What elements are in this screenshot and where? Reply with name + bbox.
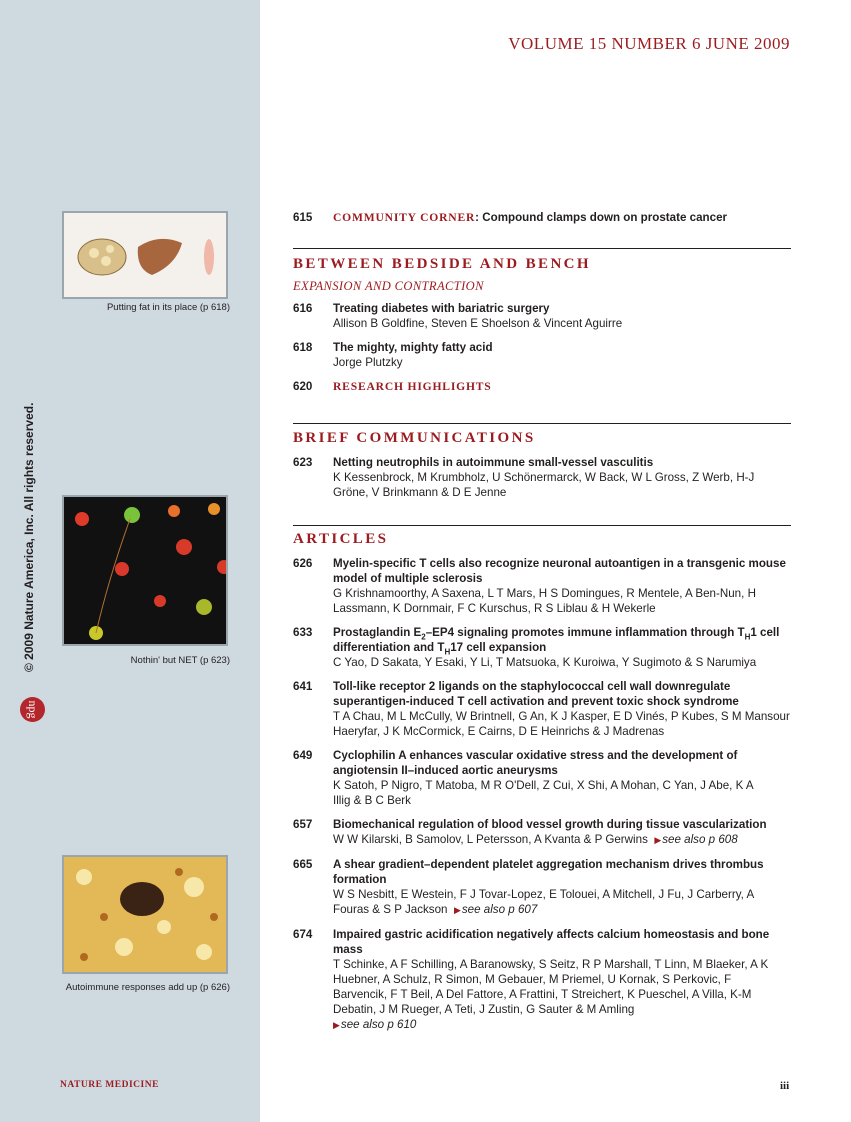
subscript: H xyxy=(744,632,751,642)
entry-title: Cyclophilin A enhances vascular oxidative stress and the development of angiotensin II–induced aortic aneurysms xyxy=(333,749,738,777)
entry-title: : Compound clamps down on prostate cancer xyxy=(475,211,728,224)
section-label: RESEARCH HIGHLIGHTS xyxy=(333,380,492,393)
section-subheading: EXPANSION AND CONTRACTION xyxy=(293,279,484,293)
page-number: 641 xyxy=(293,680,313,693)
toc-entry[interactable] xyxy=(293,748,791,808)
entry-title: A shear gradient–dependent platelet aggregation mechanism drives thrombus formation xyxy=(333,858,764,886)
title-text: Prostaglandin E xyxy=(333,626,422,639)
see-also-link[interactable]: ▶ see also p 608 xyxy=(654,833,737,846)
figure-caption: Autoimmune responses add up (p 626) xyxy=(65,982,230,993)
section-bedside xyxy=(293,256,791,403)
section-heading: ARTICLES xyxy=(293,531,389,547)
entry-title: Biomechanical regulation of blood vessel growth during tissue vascularization xyxy=(333,818,767,831)
toc-entry[interactable] xyxy=(293,340,791,370)
entry-title: Myelin-specific T cells also recognize neuronal autoantigen in a transgenic mouse model of multiple sclerosis xyxy=(333,557,786,585)
entry-authors: K Kessenbrock, M Krumbholz, U Schönermarck, W Back, W L Gross, Z Werb, H-J Gröne, V Brinkmann & D E Jenne xyxy=(333,471,755,499)
entry-authors: W W Kilarski, B Samolov, L Petersson, A Kvanta & P Gerwins xyxy=(333,833,648,846)
entry-authors: G Krishnamoorthy, A Saxena, L T Mars, H S Domingues, R Mentele, A Ben-Nun, H Lassmann, K Dornmair, F C Kurschus, R S Liblau & H Wekerle xyxy=(333,587,756,615)
journal-name: NATURE MEDICINE xyxy=(60,1080,159,1090)
sidebar xyxy=(0,0,260,1122)
toc-entry[interactable] xyxy=(293,927,791,1033)
fat-liver-illustration xyxy=(64,213,228,299)
community-corner xyxy=(293,210,791,234)
figure-autoimmune xyxy=(62,855,228,974)
title-text: –EP4 signaling promotes immune inflammation through T xyxy=(425,626,745,639)
page-number: 620 xyxy=(293,380,313,393)
title-text: 17 cell expansion xyxy=(450,641,547,654)
page-number: 616 xyxy=(293,302,313,315)
entry-title: Netting neutrophils in autoimmune small-vessel vasculitis xyxy=(333,456,654,469)
page-number: 649 xyxy=(293,749,313,762)
entry-authors: Allison B Goldfine, Steven E Shoelson & Vincent Aguirre xyxy=(333,317,623,330)
entry-authors: W S Nesbitt, E Westein, F J Tovar-Lopez, E Tolouei, A Mitchell, J Fu, J Carberry, A Fouras & S P Jackson xyxy=(333,888,754,916)
entry-authors: K Satoh, P Nigro, T Matoba, M R O'Dell, Z Cui, X Shi, A Mohan, C Yan, J Abe, K A Illig & B C Berk xyxy=(333,779,754,807)
figure-net xyxy=(62,495,228,646)
subscript: H xyxy=(444,647,451,657)
entry-title xyxy=(333,625,791,655)
divider xyxy=(293,423,791,424)
page-number: 657 xyxy=(293,818,313,831)
section-heading: BETWEEN BEDSIDE AND BENCH xyxy=(293,256,591,272)
entry-title: The mighty, mighty fatty acid xyxy=(333,341,493,354)
toc-entry[interactable] xyxy=(293,625,791,670)
toc-entry[interactable] xyxy=(293,556,791,616)
toc-entry[interactable] xyxy=(293,817,791,848)
section-label: COMMUNITY CORNER xyxy=(333,211,476,224)
page-number-footer: iii xyxy=(780,1080,790,1092)
page-number: 626 xyxy=(293,557,313,570)
entry-authors: Jorge Plutzky xyxy=(333,356,403,369)
neutrophil-micrograph xyxy=(64,497,228,646)
page-number: 618 xyxy=(293,341,313,354)
section-articles xyxy=(293,531,791,1042)
figure-fat xyxy=(62,211,228,299)
issue-info: VOLUME 15 NUMBER 6 JUNE 2009 xyxy=(508,34,790,53)
entry-authors: T Schinke, A F Schilling, A Baranowsky, S Seitz, R P Marshall, T Linn, M Blaeker, A K Huebner, A Schulz, R Simon, M Gebauer, M Priemel, U Kornak, S Perkovic, F Barvencik, F T Beil, A Del Fattore, A Frattini, T Streichert, K Pueschel, A Villa, K-M Debatin, J M Rueger, A Teti, J Zustin, G Sauter & M Amling xyxy=(333,958,769,1016)
entry-authors: C Yao, D Sakata, Y Esaki, Y Li, T Matsuoka, K Kuroiwa, Y Sugimoto & S Narumiya xyxy=(333,656,757,669)
toc-entry[interactable] xyxy=(293,210,791,225)
section-heading: BRIEF COMMUNICATIONS xyxy=(293,430,536,446)
toc-entry[interactable] xyxy=(293,455,791,500)
page-number: 623 xyxy=(293,456,313,469)
entry-authors: T A Chau, M L McCully, W Brintnell, G An, K J Kasper, E D Vinés, P Kubes, S M Mansour Haeryfar, J K McCormick, E Cairns, D E Heinrichs & J Madrenas xyxy=(333,710,790,738)
page-number: 633 xyxy=(293,626,313,639)
divider xyxy=(293,248,791,249)
page-number: 665 xyxy=(293,858,313,871)
see-also-link[interactable]: ▶ see also p 610 xyxy=(333,1017,783,1033)
divider xyxy=(293,525,791,526)
title-text: 1 cell differentiation and T xyxy=(333,626,780,654)
toc-entry[interactable] xyxy=(293,301,791,331)
page-number: 615 xyxy=(293,211,313,224)
see-also-link[interactable]: ▶ see also p 607 xyxy=(454,903,537,916)
npg-logo: npg xyxy=(20,697,45,722)
toc-entry[interactable] xyxy=(293,379,791,394)
entry-title: Treating diabetes with bariatric surgery xyxy=(333,302,550,315)
entry-title: Toll-like receptor 2 ligands on the staphylococcal cell wall downregulate superantigen-induced T cell activation and prevent toxic shock syndrome xyxy=(333,680,739,708)
toc-entry[interactable] xyxy=(293,679,791,739)
entry-title: Impaired gastric acidification negatively affects calcium homeostasis and bone mass xyxy=(333,928,770,956)
toc-entry[interactable] xyxy=(293,857,791,918)
subscript: 2 xyxy=(421,632,426,642)
section-brief xyxy=(293,430,791,509)
page-number: 674 xyxy=(293,928,313,941)
autoimmune-micrograph xyxy=(64,857,228,974)
figure-caption: Nothin' but NET (p 623) xyxy=(130,655,230,666)
copyright-notice: © 2009 Nature America, Inc. All rights reserved. xyxy=(22,402,36,672)
figure-caption: Putting fat in its place (p 618) xyxy=(106,302,230,313)
